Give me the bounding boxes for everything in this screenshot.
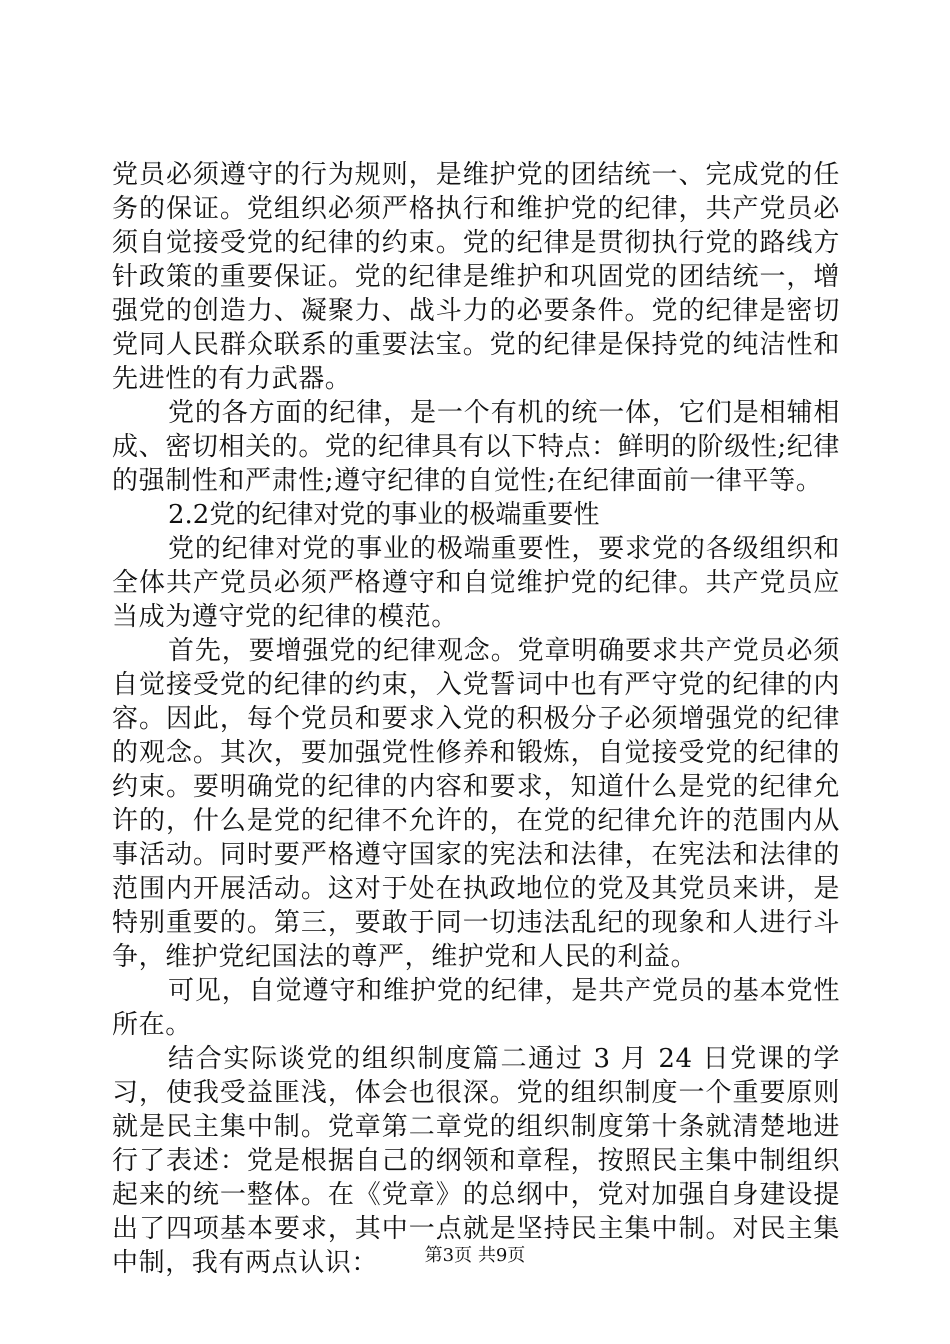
page-footer: 第3页 共9页	[424, 1245, 526, 1266]
paragraph-conclusion: 可见，自觉遵守和维护党的纪律，是共产党员的基本党性所在。	[112, 976, 840, 1040]
paragraph-organization-system: 结合实际谈党的组织制度篇二通过 3 月 24 日党课的学习，使我受益匪浅，体会也很深。党的组织制度一个重要原则就是民主集中制。党章第二章党的组织制度第十条就清楚地进行了表述：党是根据自己的纲领和章程，按照民主集中制组织起来的统一整体。在《党章》的总纲中，党对加强自身建设提出了四项基本要求，其中一点就是坚持民主集中制。对民主集中制，我有两点认识：	[112, 1044, 840, 1278]
document-body	[112, 158, 840, 1280]
paragraph-discipline-importance: 党的纪律对党的事业的极端重要性，要求党的各级组织和全体共产党员必须严格遵守和自觉维护党的纪律。共产党员应当成为遵守党的纪律的模范。	[112, 534, 840, 632]
paragraph-continuation: 党员必须遵守的行为规则，是维护党的团结统一、完成党的任务的保证。党组织必须严格执行和维护党的纪律，共产党员必须自觉接受党的纪律的约束。党的纪律是贯彻执行党的路线方针政策的重要保证。党的纪律是维护和巩固党的团结统一，增强党的创造力、凝聚力、战斗力的必要条件。党的纪律是密切党同人民群众联系的重要法宝。党的纪律是保持党的纯洁性和先进性的有力武器。	[112, 160, 840, 394]
paragraph-first-second-third: 首先，要增强党的纪律观念。党章明确要求共产党员必须自觉接受党的纪律的约束，入党誓词中也有严守党的纪律的内容。因此，每个党员和要求入党的积极分子必须增强党的纪律的观念。其次，要加强党性修养和锻炼，自觉接受党的纪律的约束。要明确党的纪律的内容和要求，知道什么是党的纪律允许的，什么是党的纪律不允许的，在党的纪律允许的范围内从事活动。同时要严格遵守国家的宪法和法律，在宪法和法律的范围内开展活动。这对于处在执政地位的党及其党员来讲，是特别重要的。第三，要敢于同一切违法乱纪的现象和人进行斗争，维护党纪国法的尊严，维护党和人民的利益。	[112, 636, 840, 972]
section-heading: 2.2党的纪律对党的事业的极端重要性	[168, 500, 600, 530]
paragraph-discipline-features: 党的各方面的纪律，是一个有机的统一体，它们是相辅相成、密切相关的。党的纪律具有以下特点：鲜明的阶级性;纪律的强制性和严肃性;遵守纪律的自觉性;在纪律面前一律平等。	[112, 398, 840, 496]
